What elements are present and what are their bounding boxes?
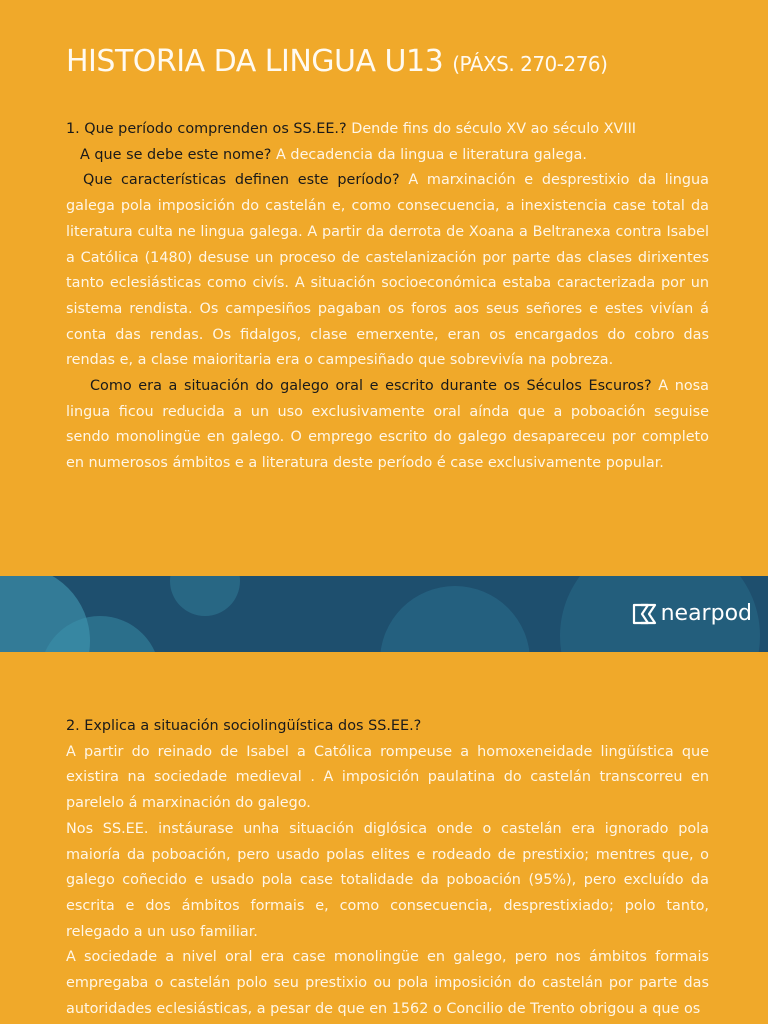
nearpod-band: [0, 576, 768, 652]
question-1b-block: [66, 143, 709, 169]
question-2: 2. Explica a situación sociolingüística dos SS.EE.?: [66, 718, 422, 734]
question-1d-block: [66, 374, 709, 477]
answer-2-paragraph-2: Nos SS.EE. instáurase unha situación diglósica onde o castelán era ignorado pola maioría da poboación, pero usado polas elites e rodeado de prestixio; mentres que, o galego coñecido e usado pola case totalidade da poboación (95%), pero excluído da escrita e dos ámbitos formais e, como consecuencia, desprestixiado; polo tanto, relegado a un uso familiar.: [66, 820, 709, 940]
nearpod-logo: [631, 601, 752, 626]
question-1c-block: [66, 168, 709, 374]
answer-1d: A nosa lingua ficou reducida a un uso exclusivamente oral aínda que a poboación seguise sendo monolingüe en galego. O emprego escrito do galego desapareceu por completo en numerosos ámbitos e a literatura deste período é case exclusivamente popular.: [66, 378, 709, 472]
question-1d: Como era a situación do galego oral e escrito durante os Séculos Escuros?: [90, 378, 652, 395]
nearpod-icon: [631, 602, 657, 626]
question-1a-block: [66, 117, 709, 143]
answer-1c: A marxinación e desprestixio da lingua galega pola imposición do castelán e, como consecuencia, a inexistencia case total da literatura culta ne lingua galega. A partir da derrota de Xoana a Beltranexa contra Isabel a Católica (1480) desuse un proceso de castelanización por parte das clases dirixentes tanto eclesiásticas como civís. A situación socioeconómica estaba caracterizada por un sistema rendista. Os campesiños pagaban os foros aos seus señores e estes vivían á conta das rendas. Os fidalgos, clase emerxente, eran os encargados do cobro das rendas e, a clase maioritaria era o campesiñado que sobrevivía na pobreza.: [66, 172, 709, 369]
decor-circle: [380, 586, 530, 652]
title-main: HISTORIA DA LINGUA U13: [66, 44, 444, 79]
answer-2-paragraph-1: A partir do reinado de Isabel a Católica rompeuse a homoxeneidade lingüística que existira na sociedade medieval . A imposición paulatina do castelán transcorreu en parelelo á marxinación do galego.: [66, 743, 709, 812]
slide-1-content: [66, 117, 709, 477]
slide-title: [66, 44, 607, 79]
question-1c: Que características definen este período?: [83, 172, 400, 189]
question-1a: 1. Que período comprenden os SS.EE.?: [66, 121, 347, 137]
answer-1b: A decadencia da lingua e literatura galega.: [276, 146, 587, 163]
answer-2-paragraph-3: A sociedade a nivel oral era case monolingüe en galego, pero nos ámbitos formais empregaba o castelán polo seu prestixio ou pola imposición do castelán por parte das autoridades eclesiásticas, a pesar de que en 1562 o Concilio de Trento obrigou a que os: [66, 949, 709, 1017]
nearpod-logo-text: nearpod: [660, 601, 752, 626]
decor-circle: [170, 576, 240, 616]
question-1b: A que se debe este nome?: [80, 146, 272, 163]
answer-1a: Dende fins do século XV ao século XVIII: [351, 121, 637, 137]
title-pages: (PÁXS. 270-276): [452, 52, 608, 76]
slide-2-content: [66, 714, 709, 1022]
